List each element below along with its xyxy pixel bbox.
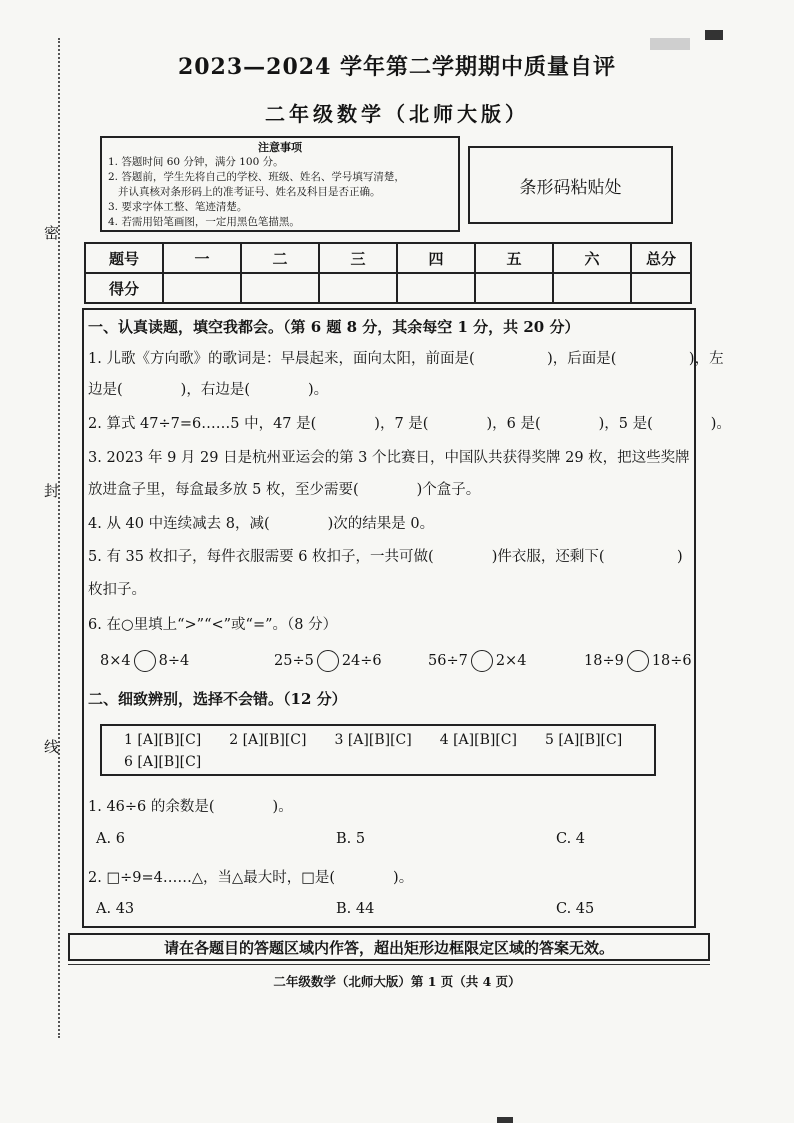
question-1-line2: 边是( )，右边是( )。: [88, 382, 329, 398]
compare-left: 56÷7: [428, 653, 468, 669]
score-table-score-row: [85, 273, 691, 303]
choice-option: A. 6: [96, 831, 125, 847]
score-table-header-row: [85, 243, 691, 273]
page-footer: 二年级数学（北师大版）第 1 页（共 4 页）: [273, 974, 521, 989]
score-table: [84, 242, 692, 304]
question-5-line1: 5. 有 35 枚扣子，每件衣服需要 6 枚扣子，一共可做( )件衣服，还剩下( ): [88, 549, 683, 565]
exam-title: 2023—2024 学年第二学期期中质量自评: [177, 54, 617, 80]
score-cell: 一: [163, 243, 241, 273]
answer-bubbles-row[interactable]: 1 [A][B][C] 2 [A][B][C] 3 [A][B][C] 4 [A][B][C] 5 [A][B][C]: [124, 732, 623, 748]
notice-item: 3. 要求字体工整、笔迹清楚。: [108, 201, 248, 213]
compare-item: [584, 650, 692, 672]
section2-heading: 二、细致辨别，选择不会错。（12 分）: [88, 690, 347, 708]
question-6: 6. 在○里填上“>”“<”或“=”。（8 分）: [88, 617, 338, 633]
scan-smudge: [650, 38, 690, 50]
score-entry-cell[interactable]: [319, 273, 397, 303]
margin-char-feng: 封: [44, 482, 60, 500]
score-cell: 四: [397, 243, 475, 273]
compare-right: 24÷6: [341, 653, 382, 669]
score-entry-cell[interactable]: [631, 273, 691, 303]
compare-left: 18÷9: [584, 653, 624, 669]
compare-item: [100, 650, 189, 672]
choice-option: B. 5: [336, 831, 366, 847]
notice-item: 并认真核对条形码上的准考证号、姓名及科目是否正确。: [118, 186, 381, 198]
compare-circle[interactable]: [627, 650, 649, 672]
section1-heading: 一、认真读题，填空我都会。（第 6 题 8 分，其余每空 1 分，共 20 分）: [88, 318, 580, 336]
warning-text: 请在各题目的答题区域内作答，超出矩形边框限定区域的答案无效。: [163, 938, 614, 957]
barcode-label: 条形码粘贴处: [519, 177, 622, 198]
score-cell: 总分: [631, 243, 691, 273]
question-5-line2: 枚扣子。: [88, 582, 146, 598]
question-3-line2: 放进盒子里，每盒最多放 5 枚，至少需要( )个盒子。: [88, 482, 481, 498]
compare-circle[interactable]: [134, 650, 156, 672]
notice-heading: 注意事项: [258, 141, 302, 154]
scan-mark-bottom: [497, 1117, 513, 1123]
exam-subtitle: 二年级数学（北师大版）: [265, 102, 529, 126]
compare-circle[interactable]: [317, 650, 339, 672]
compare-right: 8÷4: [158, 653, 190, 669]
score-cell: 题号: [85, 243, 163, 273]
score-cell: 三: [319, 243, 397, 273]
compare-left: 8×4: [100, 653, 131, 669]
compare-item: [274, 650, 382, 672]
score-cell: 二: [241, 243, 319, 273]
question-2: 2. 算式 47÷7=6……5 中，47 是( )，7 是( )，6 是( )，5 是( )。: [88, 416, 731, 432]
notice-item: 4. 若需用铅笔画图，一定用黑色笔描黑。: [108, 216, 300, 228]
question-4: 4. 从 40 中连续减去 8，减( )次的结果是 0。: [88, 516, 435, 532]
score-label-cell: 得分: [85, 273, 163, 303]
score-entry-cell[interactable]: [397, 273, 475, 303]
answer-bubble-box: [100, 724, 656, 776]
score-entry-cell[interactable]: [475, 273, 553, 303]
score-entry-cell[interactable]: [163, 273, 241, 303]
score-entry-cell[interactable]: [241, 273, 319, 303]
score-entry-cell[interactable]: [553, 273, 631, 303]
choice-question-2: 2. □÷9=4……△，当△最大时，□是( )。: [88, 870, 414, 886]
scan-mark: [705, 30, 723, 40]
choice-question-1: 1. 46÷6 的余数是( )。: [88, 799, 293, 815]
score-cell: 五: [475, 243, 553, 273]
score-cell: 六: [553, 243, 631, 273]
question-1-line1: 1. 儿歌《方向歌》的歌词是：早晨起来，面向太阳，前面是( )，后面是( )，左: [88, 351, 724, 367]
question-3-line1: 3. 2023 年 9 月 29 日是杭州亚运会的第 3 个比赛日，中国队共获得奖牌 29 枚，把这些奖牌: [88, 450, 690, 466]
compare-circle[interactable]: [471, 650, 493, 672]
compare-item: [428, 650, 526, 672]
margin-char-mi: 密: [44, 224, 60, 242]
answer-bubbles-row[interactable]: 6 [A][B][C]: [124, 754, 202, 770]
notice-item: 1. 答题时间 60 分钟，满分 100 分。: [108, 156, 284, 168]
compare-right: 2×4: [495, 653, 527, 669]
notice-item: 2. 答题前，学生先将自己的学校、班级、姓名、学号填写清楚，: [108, 171, 405, 183]
compare-left: 25÷5: [274, 653, 314, 669]
choice-option: A. 43: [96, 901, 135, 917]
compare-right: 18÷6: [651, 653, 692, 669]
footer-divider: [68, 964, 710, 965]
choice-option: C. 4: [556, 831, 586, 847]
barcode-area: [468, 146, 673, 224]
notice-box: [100, 136, 460, 232]
margin-char-xian: 线: [44, 738, 60, 756]
answer-area-warning: [68, 933, 710, 961]
choice-option: B. 44: [336, 901, 375, 917]
binding-line: [58, 38, 60, 1038]
choice-option: C. 45: [556, 901, 595, 917]
